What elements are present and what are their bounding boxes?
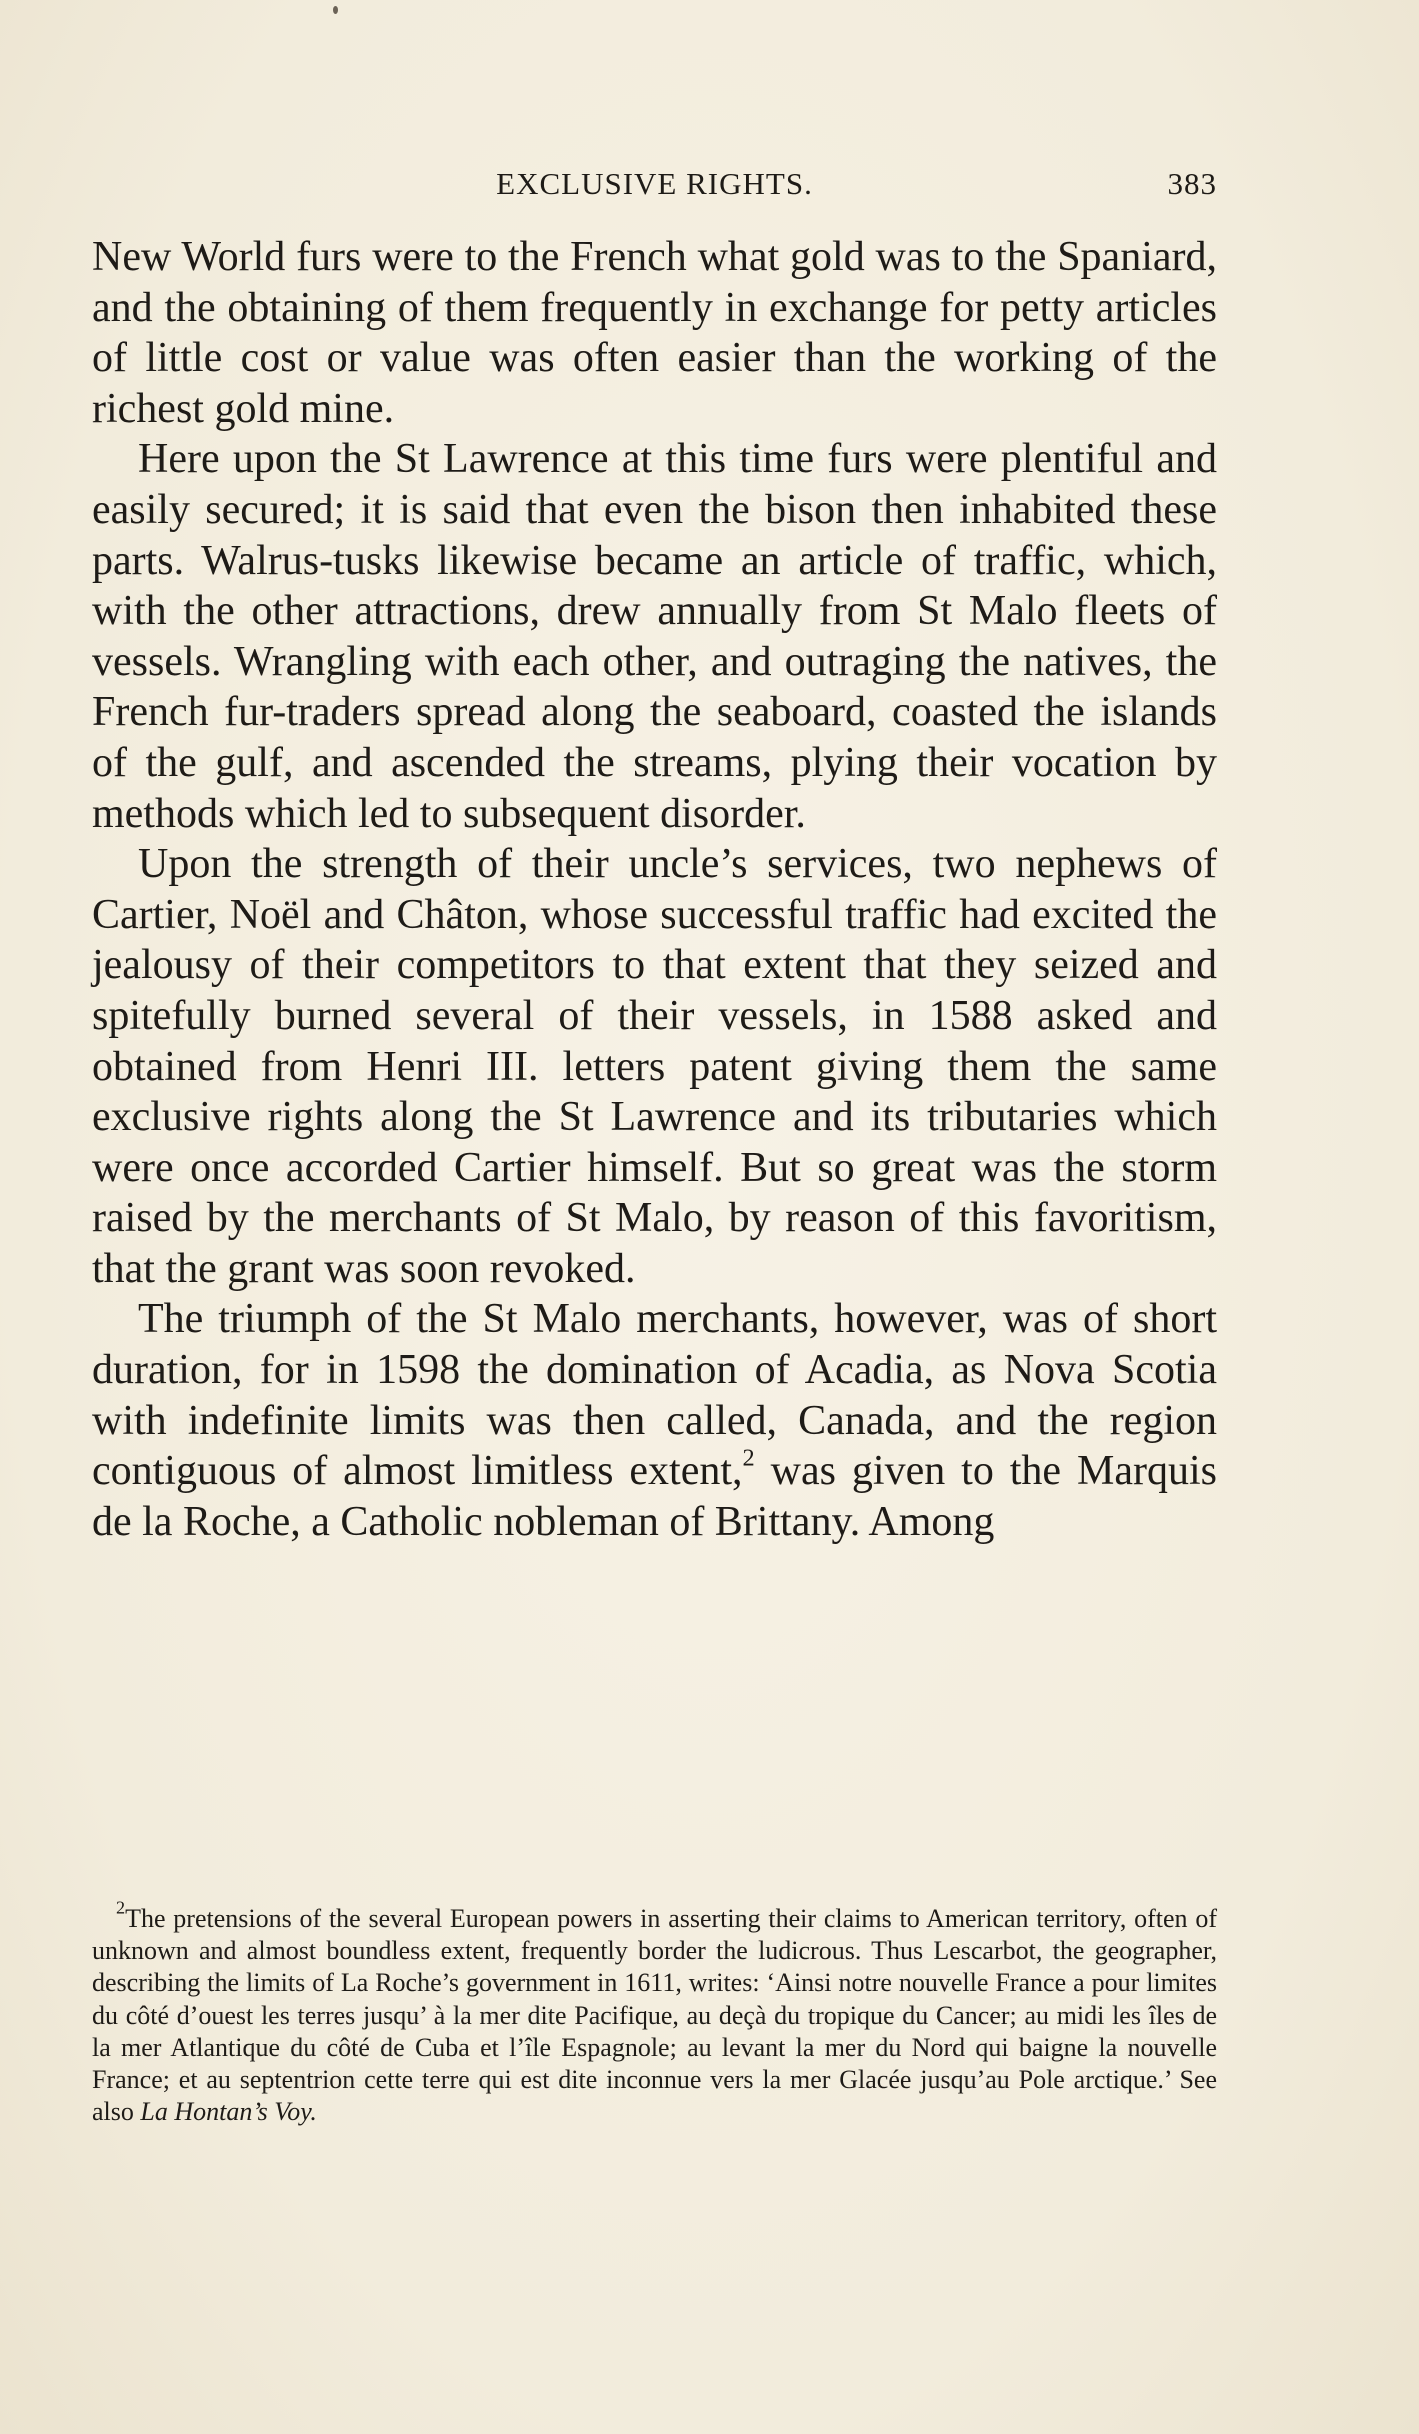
running-header xyxy=(92,166,1217,210)
footnote-reference: 2 xyxy=(742,1444,755,1472)
main-text xyxy=(92,232,1217,1547)
paragraph-1: New World furs were to the French what gold was to the Spaniard, and the obtaining of them frequently in exchange for petty articles of little cost or value was often easier than the working of the richest gold mine. xyxy=(92,234,1217,432)
paragraph-3: Upon the strength of their uncle’s services, two nephews of Cartier, Noël and Châton, whose successful traffic had excited the jealousy of their competitors to that extent that they seized and spitefully burned several of their vessels, in 1588 asked and obtained from Henri III. letters patent giving them the same exclusive rights along the St Lawrence and its tributaries which were once accorded Cartier himself. But so great was the storm raised by the merchants of St Malo, by reason of this favoritism, that the grant was soon revoked. xyxy=(92,841,1217,1292)
paragraph-4-text-start: The triumph of the St Malo merchants, however, was of short duration, for in 1598 the domination of Acadia, as Nova Scotia with indefinite limits was then called, Canada, and the region contiguous of almost limitless extent, xyxy=(92,1296,1217,1495)
paragraph-4 xyxy=(92,1294,1217,1547)
footnote-citation: La Hontan’s Voy. xyxy=(140,2097,317,2127)
paragraph-2: Here upon the St Lawrence at this time furs were plentiful and easily secured; it is said that even the bison then inhabited these parts. Walrus-tusks likewise became an article of traffic, which, with the other attractions, drew annually from St Malo fleets of vessels. Wrangling with each other, and outraging the natives, the French fur-traders spread along the seaboard, coasted the islands of the gulf, and ascended the streams, plying their vocation by methods which led to subsequent disorder. xyxy=(92,436,1217,837)
page-number: 383 xyxy=(1167,166,1217,201)
running-title: EXCLUSIVE RIGHTS. xyxy=(496,166,813,201)
ink-speck xyxy=(333,6,338,14)
footnote-2 xyxy=(92,1897,1217,2128)
footnotes xyxy=(92,1897,1217,2128)
footnote-text: The pretensions of the several European powers in asserting their claims to American territory, often of unknown and almost boundless extent, frequently border the ludicrous. Thus Lescarbot, the geographer, describing the limits of La Roche’s government in 1611, writes: ‘Ainsi notre nouvelle France a pour limites du côté d’ouest les terres jusqu’ à la mer dite Pacifique, au deçà du tropique du Cancer; au midi les îles de la mer Atlantique du côté de Cuba et l’île Espagnole; au levant la mer du Nord qui baigne la nouvelle France; et au septentrion cette terre qui est dite inconnue vers la mer Glacée jusqu’au Pole arctique.’ See also xyxy=(92,1904,1217,2127)
footnote-marker: 2 xyxy=(116,1897,126,1918)
paragraph-4-text-end: was given to the Marquis de la Roche, a Catholic nobleman of Brittany. Among xyxy=(92,1448,1217,1545)
